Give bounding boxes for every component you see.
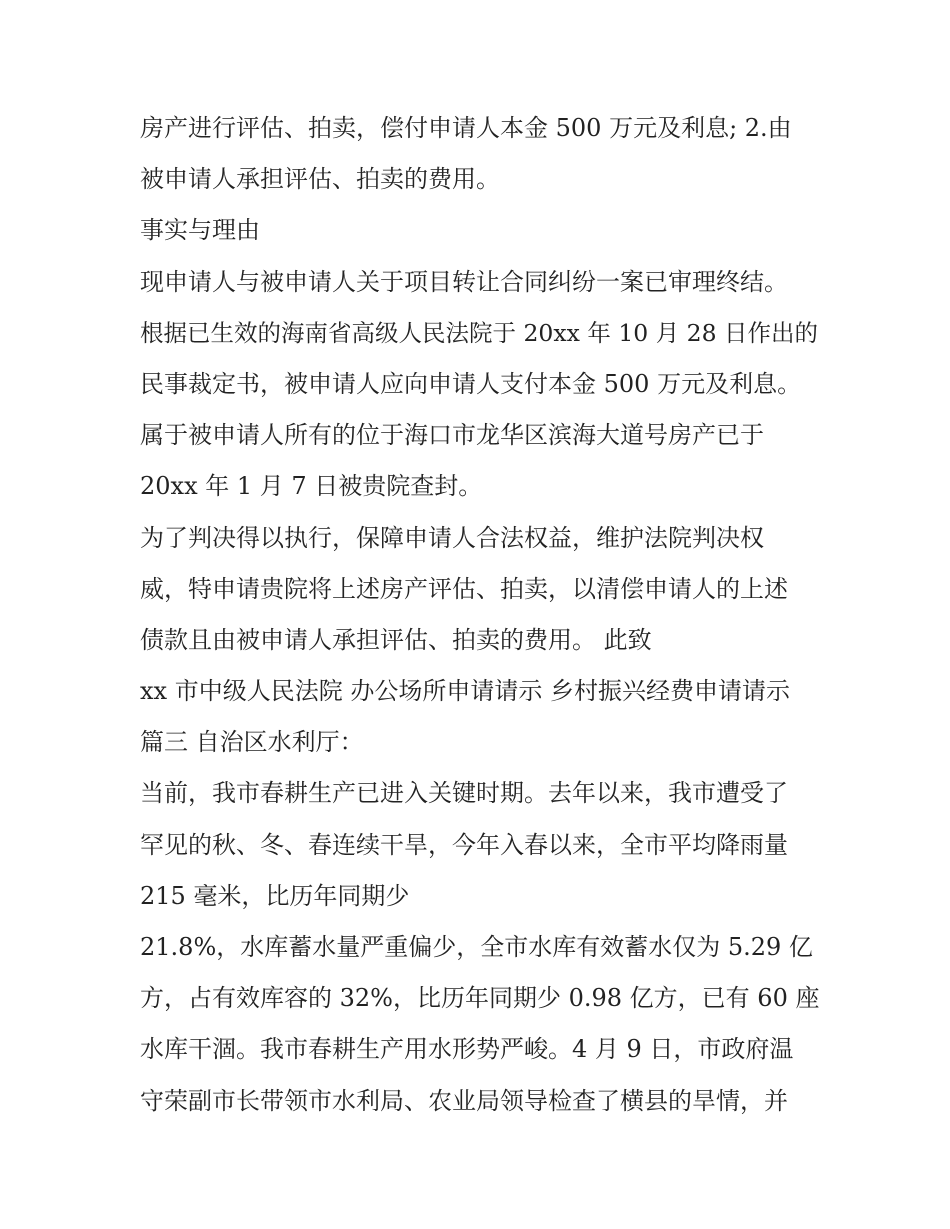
text-line: 现申请人与被申请人关于项目转让合同纠纷一案已审理终结。 [140,267,788,296]
text-line: 罕见的秋、冬、春连续干旱，今年入春以来，全市平均降雨量 [140,830,788,859]
text-line: 威，特申请贵院将上述房产评估、拍卖，以清偿申请人的上述 [140,574,788,603]
text-line: 债款且由被申请人承担评估、拍卖的费用。 此致 [140,625,652,654]
text-line: 215 毫米，比历年同期少 [140,881,410,910]
text-line: 21.8%，水库蓄水量严重偏少，全市水库有效蓄水仅为 5.29 亿 [140,933,813,961]
document-body [140,103,830,1127]
text-line: 民事裁定书，被申请人应向申请人支付本金 500 万元及利息。 [140,369,802,398]
text-line: 房产进行评估、拍卖，偿付申请人本金 500 万元及利息; 2.由 [140,114,792,142]
text-line: 当前，我市春耕生产已进入关键时期。去年以来，我市遭受了 [140,779,788,808]
text-line: 守荣副市长带领市水利局、农业局领导检查了横县的旱情，并 [140,1086,788,1115]
text-line: 水库干涸。我市春耕生产用水形势严峻。4 月 9 日，市政府温 [140,1035,794,1064]
text-line: 篇三 自治区水利厅： [140,728,364,757]
section-heading: 事实与理由 [140,216,260,245]
text-line: 为了判决得以执行，保障申请人合法权益，维护法院判决权 [140,523,764,552]
text-line: 根据已生效的海南省高级人民法院于 20xx 年 10 月 28 日作出的 [140,318,819,347]
text-line: 属于被申请人所有的位于海口市龙华区滨海大道号房产已于 [140,421,764,450]
text-line: xx 市中级人民法院 办公场所申请请示 乡村振兴经费申请请示 [140,677,790,706]
text-line: 方，占有效库容的 32%，比历年同期少 0.98 亿方，已有 60 座 [140,984,820,1013]
text-line: 被申请人承担评估、拍卖的费用。 [140,165,500,194]
text-line: 20xx 年 1 月 7 日被贵院查封。 [140,472,483,501]
